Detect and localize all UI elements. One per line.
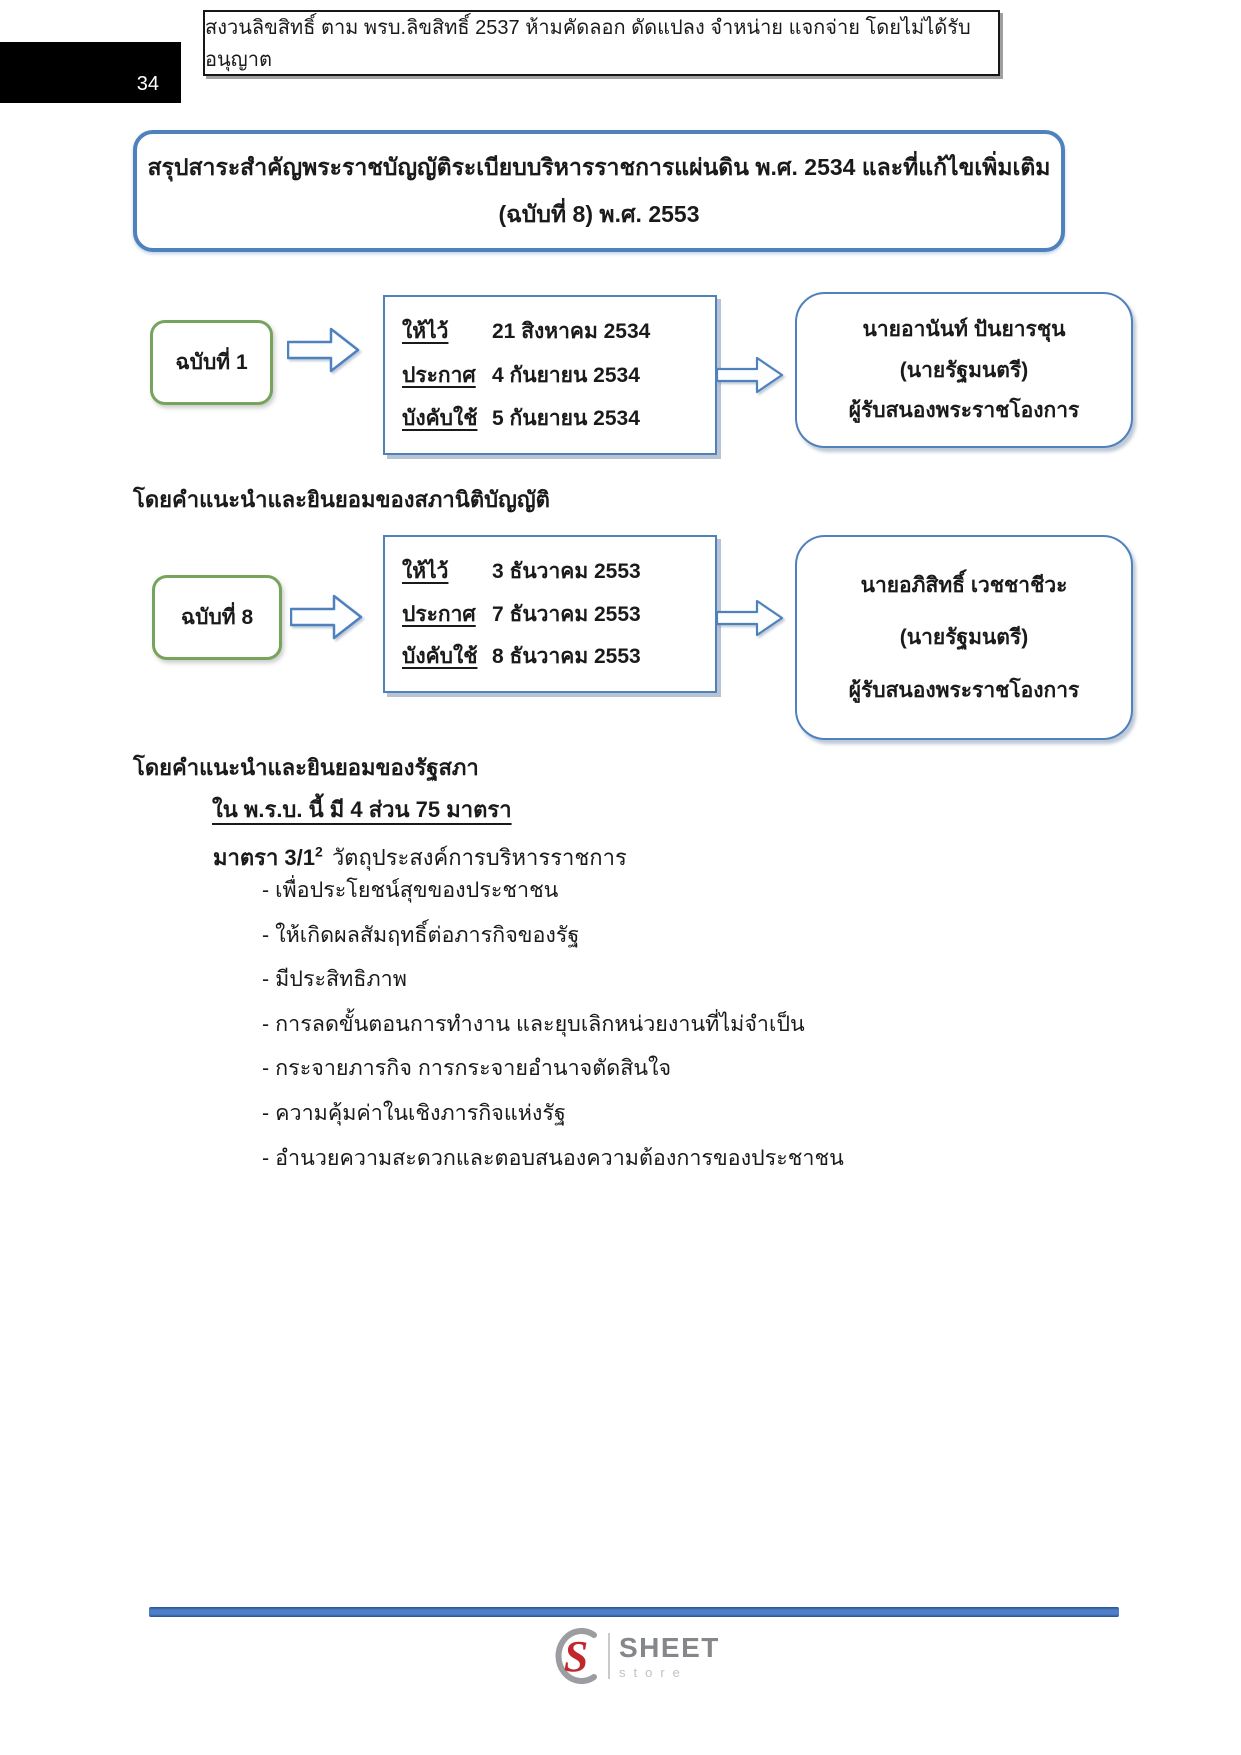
copyright-banner: [203, 10, 1000, 76]
logo-brand-sub: store: [619, 1664, 688, 1680]
date-label: ให้ไว้: [402, 559, 449, 583]
right-arrow-icon: [287, 327, 360, 373]
edition-1-signer-box: [795, 292, 1133, 448]
date-label: ให้ไว้: [402, 320, 449, 344]
date-value: 5 กันยายน 2534: [492, 406, 640, 430]
bullet-item: - อำนวยความสะดวกและตอบสนองความต้องการของประชาชน: [262, 1145, 844, 1170]
signer-name: นายอานันท์ ปันยารชุน: [862, 318, 1066, 342]
document-title-box: [133, 130, 1065, 252]
date-label: บังคับใช้: [402, 645, 478, 669]
edition-8-dates-box: [383, 535, 717, 693]
date-value: 7 ธันวาคม 2553: [492, 602, 641, 626]
signer-name: นายอภิสิทธิ์ เวชชาชีวะ: [860, 573, 1068, 597]
clause-title: วัตถุประสงค์การบริหารราชการ: [331, 845, 627, 870]
date-value: 3 ธันวาคม 2553: [492, 559, 641, 583]
bullet-item: - เพื่อประโยชน์สุขของประชาชน: [262, 878, 559, 902]
document-title-line1: สรุปสาระสำคัญพระราชบัญญัติระเบียบบริหารราชการแผ่นดิน พ.ศ. 2534 และที่แก้ไขเพิ่มเติม: [147, 153, 1051, 180]
clause-number: มาตรา 3/1: [213, 845, 316, 870]
clause-superscript: 2: [315, 843, 323, 860]
date-row: [402, 598, 709, 631]
bullet-item: - ให้เกิดผลสัมฤทธิ์ต่อภารกิจของรัฐ: [262, 922, 580, 947]
bullet-item: - มีประสิทธิภาพ: [262, 967, 407, 992]
copyright-text: สงวนลิขสิทธิ์ ตาม พรบ.ลิขสิทธิ์ 2537 ห้ามคัดลอก ดัดแปลง จำหน่าย แจกจ่าย โดยไม่ได้รับอนุญาต: [205, 17, 971, 71]
sheet-store-logo: [549, 1628, 720, 1684]
date-row: [402, 640, 709, 673]
date-label: บังคับใช้: [402, 406, 478, 430]
edition-1-advice-note: โดยคำแนะนำและยินยอมของสภานิติบัญญัติ: [133, 487, 550, 512]
bullet-item: - กระจายภารกิจ การกระจายอำนาจตัดสินใจ: [262, 1056, 672, 1081]
bullet-item: - ความคุ้มค่าในเชิงภารกิจแห่งรัฐ: [262, 1100, 566, 1125]
edition-1-dates-box: [383, 295, 717, 455]
date-value: 4 กันยายน 2534: [492, 363, 640, 387]
date-value: 8 ธันวาคม 2553: [492, 645, 641, 669]
date-row: [402, 555, 709, 588]
right-arrow-icon: [716, 356, 784, 394]
signer-title: (นายรัฐมนตรี): [899, 626, 1029, 649]
date-label: ประกาศ: [402, 363, 476, 387]
right-arrow-icon: [716, 599, 784, 637]
document-title-line2: (ฉบับที่ 8) พ.ศ. 2553: [498, 200, 700, 227]
edition-8-advice-note: โดยคำแนะนำและยินยอมของรัฐสภา: [133, 755, 479, 780]
edition-8-label: ฉบับที่ 8: [180, 606, 254, 629]
logo-brand: SHEET: [619, 1631, 720, 1663]
edition-8-label-box: [152, 575, 282, 660]
page-number: 34: [136, 73, 159, 95]
footer-divider: [149, 1607, 1119, 1617]
signer-role: ผู้รับสนองพระราชโองการ: [848, 398, 1080, 422]
section-heading: ใน พ.ร.บ. นี้ มี 4 ส่วน 75 มาตรา: [212, 797, 512, 822]
right-arrow-icon: [290, 594, 363, 640]
edition-8-signer-box: [795, 535, 1133, 740]
bullet-item: - การลดขั้นตอนการทำงาน และยุบเลิกหน่วยงานที่ไม่จำเป็น: [262, 1011, 805, 1036]
signer-role: ผู้รับสนองพระราชโองการ: [848, 678, 1080, 702]
objective-list: [262, 868, 844, 1180]
signer-title: (นายรัฐมนตรี): [899, 358, 1029, 382]
svg-text:S: S: [563, 1632, 589, 1681]
edition-1-label-box: [150, 320, 273, 405]
date-row: [402, 315, 709, 348]
date-value: 21 สิงหาคม 2534: [492, 320, 651, 344]
page-number-box: [0, 42, 181, 103]
logo-s-icon: [549, 1628, 601, 1684]
edition-1-label: ฉบับที่ 1: [175, 351, 248, 374]
date-label: ประกาศ: [402, 602, 476, 626]
date-row: [402, 359, 709, 392]
logo-divider: [608, 1633, 610, 1679]
date-row: [402, 402, 709, 435]
logo-text: [619, 1631, 720, 1680]
